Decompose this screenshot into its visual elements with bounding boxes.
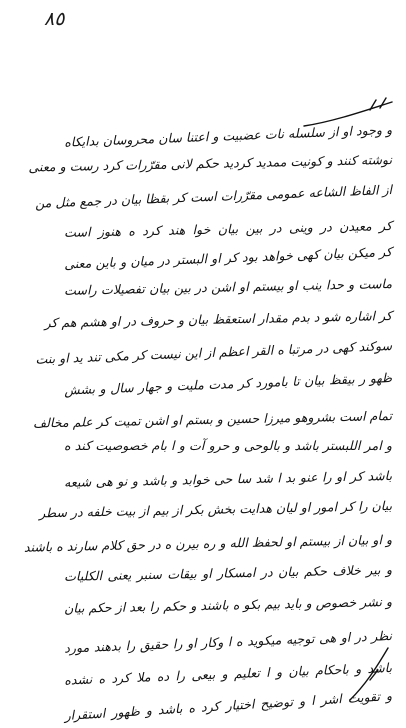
text-line-6: ماست و حدا ینب او بیستم او اشن در بین بیان تفصیلات راست (63, 276, 393, 298)
ink-flourish-top-right (300, 96, 400, 136)
text-line-2: نوشته کنند و کونیت ممدید کردید حکم لانی مقرّرات کرد رست و معنی (28, 152, 393, 175)
text-line-9: ظهو ر بیقظ بیان تا بامورد کر مدت ملیت و جهار سال و بشش (63, 370, 393, 398)
text-line-18: باشد و باحکام بیان و ا تعلیم و بیعی را ده ملا کرد ه نشده (63, 660, 393, 688)
manuscript-text-block (23, 118, 393, 724)
text-line-16: و نشر خصوص و باید بیم بکو ه باشند و حکم را بعد از حکم بیان (63, 594, 393, 616)
text-line-7: کر اشاره شو د بدم مقدار استعقظ بیان و حروف در او هشم هم کر (44, 308, 393, 331)
text-line-1: و وجود او از سلسله نات عضبیت و اعتنا سان محروسان بدایکاه (63, 122, 393, 150)
text-line-5: کر میکن بیان کهی خواهد بود کر او البستر در میان و باین معنی (63, 244, 393, 272)
text-line-12: باشد کر او را عنو بد ا شد سا حی خوابد و باشد و نو هی شیعه (63, 468, 393, 490)
text-line-8: سوکند کهی در مرتبا ه القر اعظم از این نیست کر مکی تند ید او بنت (35, 338, 393, 367)
text-line-19: و تقویت اشر ا و توضیح اختیار کرد ه باشد و ظهور استقرار (64, 688, 393, 724)
page-number: ٨٥ (44, 8, 65, 30)
text-line-14: و او بیان از بیستم او لحفظ الله و ره بیرن ه در حق کلام سارند ه باشند (23, 532, 393, 555)
text-line-15: و بیر خلاف حکم بیان در امسکار او بیقات سنبر یعنی الکلیات (63, 562, 393, 584)
text-line-10: تمام است بشروهو میرزا حسین و بستم او اشن تمیت کر علم مخالف (32, 408, 393, 431)
ink-flourish-bottom-right (340, 640, 400, 710)
text-line-4: کر معیدن در وینی در بین بیان خوا هند کرد ه هنوز است (63, 218, 393, 240)
text-line-17: نظر در او هی توجیه میکوید ه ا وکار او را حقیق را بدهند مورد (63, 628, 393, 656)
text-line-13: بیان را کر امور او لیان هدایت بخش بکر از بیم از بیت خلفه در سطر (38, 498, 393, 521)
text-line-11: و امر اللبستر باشد و بالوحی و حرو آت و ا بام خصوصیت کند ه (64, 438, 392, 453)
text-line-3: از الفاظ الشاعه عمومی مقرّرات است کر بقظا بیان در جمع مثل من (34, 182, 393, 211)
